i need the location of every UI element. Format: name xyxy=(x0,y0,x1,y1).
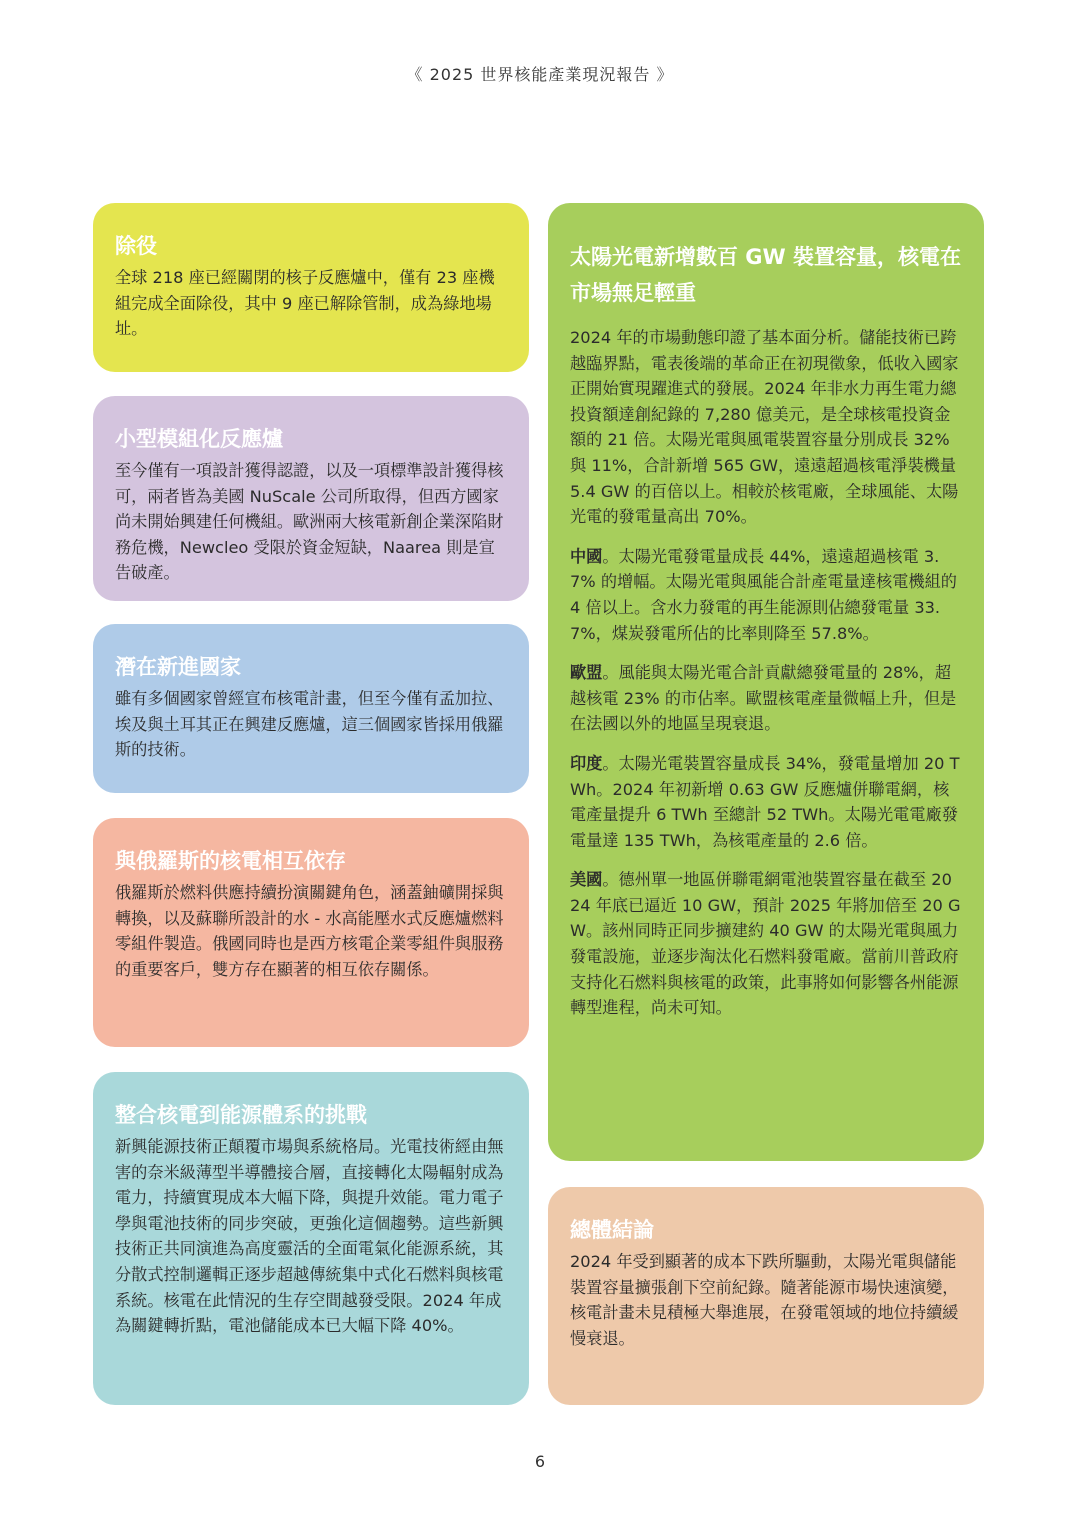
card-title: 總體結論 xyxy=(570,1218,654,1242)
solar-intro-paragraph: 2024 年的市場動態印證了基本面分析。儲能技術已跨越臨界點，電表後端的革命正在初現徵象，低收入國家正開始實現躍進式的發展。2024 年非水力再生電力總投資額達創紀錄的 7,280 億美元，是全球核電投資金額的 21 倍。太陽光電與風電裝置容量分別成長 32% 與 11%，合計新增 565 GW，遠遠超過核電淨裝機量 5.4 GW 的百倍以上。相較於核電廠，全球風能、太陽光電的發電量高出 70%。 xyxy=(570,328,959,527)
card-russia-interdependence xyxy=(93,818,529,1047)
china-text: 。太陽光電發電量成長 44%，遠遠超過核電 3.7% 的增幅。太陽光電與風能合計產電量達核電機組的 4 倍以上。含水力發電的再生能源則佔總發電量 33.7%，煤炭發電所佔的比率則降至 57.8%。 xyxy=(570,546,957,643)
card-title: 太陽光電新增數百 GW 裝置容量，核電在市場無足輕重 xyxy=(570,245,962,305)
india-paragraph xyxy=(570,751,962,853)
us-paragraph xyxy=(570,867,962,1021)
us-text: 。德州單一地區併聯電網電池裝置容量在截至 2024 年底已逼近 10 GW，預計 2025 年將加倍至 20 GW。該州同時正同步擴建約 40 GW 的太陽光電與風力發電設施，並逐步淘汰化石燃料發電廠。當前川普政府支持化石燃料與核電的政策，此事將如何影響各州能源轉型進程，尚未可知。 xyxy=(570,870,961,1018)
card-solar-vs-nuclear xyxy=(548,203,984,1161)
card-body: 雖有多個國家曾經宣布核電計畫，但至今僅有孟加拉、埃及與土耳其正在興建反應爐，這三個國家皆採用俄羅斯的技術。 xyxy=(115,689,504,760)
card-title: 小型模組化反應爐 xyxy=(115,427,283,451)
card-title: 潛在新進國家 xyxy=(115,655,241,679)
eu-paragraph xyxy=(570,660,962,737)
india-label: 印度 xyxy=(570,753,603,773)
page-number: 6 xyxy=(534,1452,546,1471)
card-body: 新興能源技術正顛覆市場與系統格局。光電技術經由無害的奈米級薄型半導體接合層，直接轉化太陽輻射成為電力，持續實現成本大幅下降，與提升效能。電力電子學與電池技術的同步突破，更強化這個趨勢。這些新興技術正共同演進為高度靈活的全面電氣化能源系統，其分散式控制邏輯正逐步超越傳統集中式化石燃料與核電系統。核電在此情況的生存空間越發受限。2024 年成為關鍵轉折點，電池儲能成本已大幅下降 40%。 xyxy=(115,1137,504,1336)
eu-label: 歐盟 xyxy=(570,663,603,683)
card-body: 全球 218 座已經關閉的核子反應爐中，僅有 23 座機組完成全面除役，其中 9 座已解除管制，成為綠地場址。 xyxy=(115,268,495,339)
card-title: 除役 xyxy=(115,234,157,258)
card-title: 整合核電到能源體系的挑戰 xyxy=(115,1103,367,1127)
china-paragraph xyxy=(570,544,962,646)
card-decommission xyxy=(93,203,529,372)
card-body xyxy=(570,325,962,1021)
china-label: 中國 xyxy=(570,546,603,566)
card-conclusion xyxy=(548,1187,984,1405)
report-header: 《 2025 世界核能產業現況報告 》 xyxy=(406,65,674,84)
us-label: 美國 xyxy=(570,870,603,890)
card-integration-challenge xyxy=(93,1072,529,1405)
card-title: 與俄羅斯的核電相互依存 xyxy=(115,849,346,873)
india-text: 。太陽光電裝置容量成長 34%，發電量增加 20 TWh。2024 年初新增 0.63 GW 反應爐併聯電網，核電產量提升 6 TWh 至總計 52 TWh。太陽光電電廠發電量達 135 TWh，為核電產量的 2.6 倍。 xyxy=(570,753,960,850)
eu-text: 。風能與太陽光電合計貢獻總發電量的 28%，超越核電 23% 的市佔率。歐盟核電產量微幅上升，但是在法國以外的地區呈現衰退。 xyxy=(570,663,957,734)
card-body: 至今僅有一項設計獲得認證，以及一項標準設計獲得核可，兩者皆為美國 NuScale 公司所取得，但西方國家尚未開始興建任何機組。歐洲兩大核電新創企業深陷財務危機，Newcleo 受限於資金短缺，Naarea 則是宣告破產。 xyxy=(115,461,504,583)
card-potential-newcomers xyxy=(93,624,529,793)
card-body: 俄羅斯於燃料供應持續扮演關鍵角色，涵蓋鈾礦開採與轉換，以及蘇聯所設計的水 - 水高能壓水式反應爐燃料零組件製造。俄國同時也是西方核電企業零組件與服務的重要客戶，雙方存在顯著的相互依存關係。 xyxy=(115,883,504,979)
card-small-modular-reactors xyxy=(93,396,529,601)
card-body: 2024 年受到顯著的成本下跌所驅動，太陽光電與儲能裝置容量擴張創下空前紀錄。隨著能源市場快速演變，核電計畫未見積極大舉進展，在發電領域的地位持續緩慢衰退。 xyxy=(570,1252,959,1348)
